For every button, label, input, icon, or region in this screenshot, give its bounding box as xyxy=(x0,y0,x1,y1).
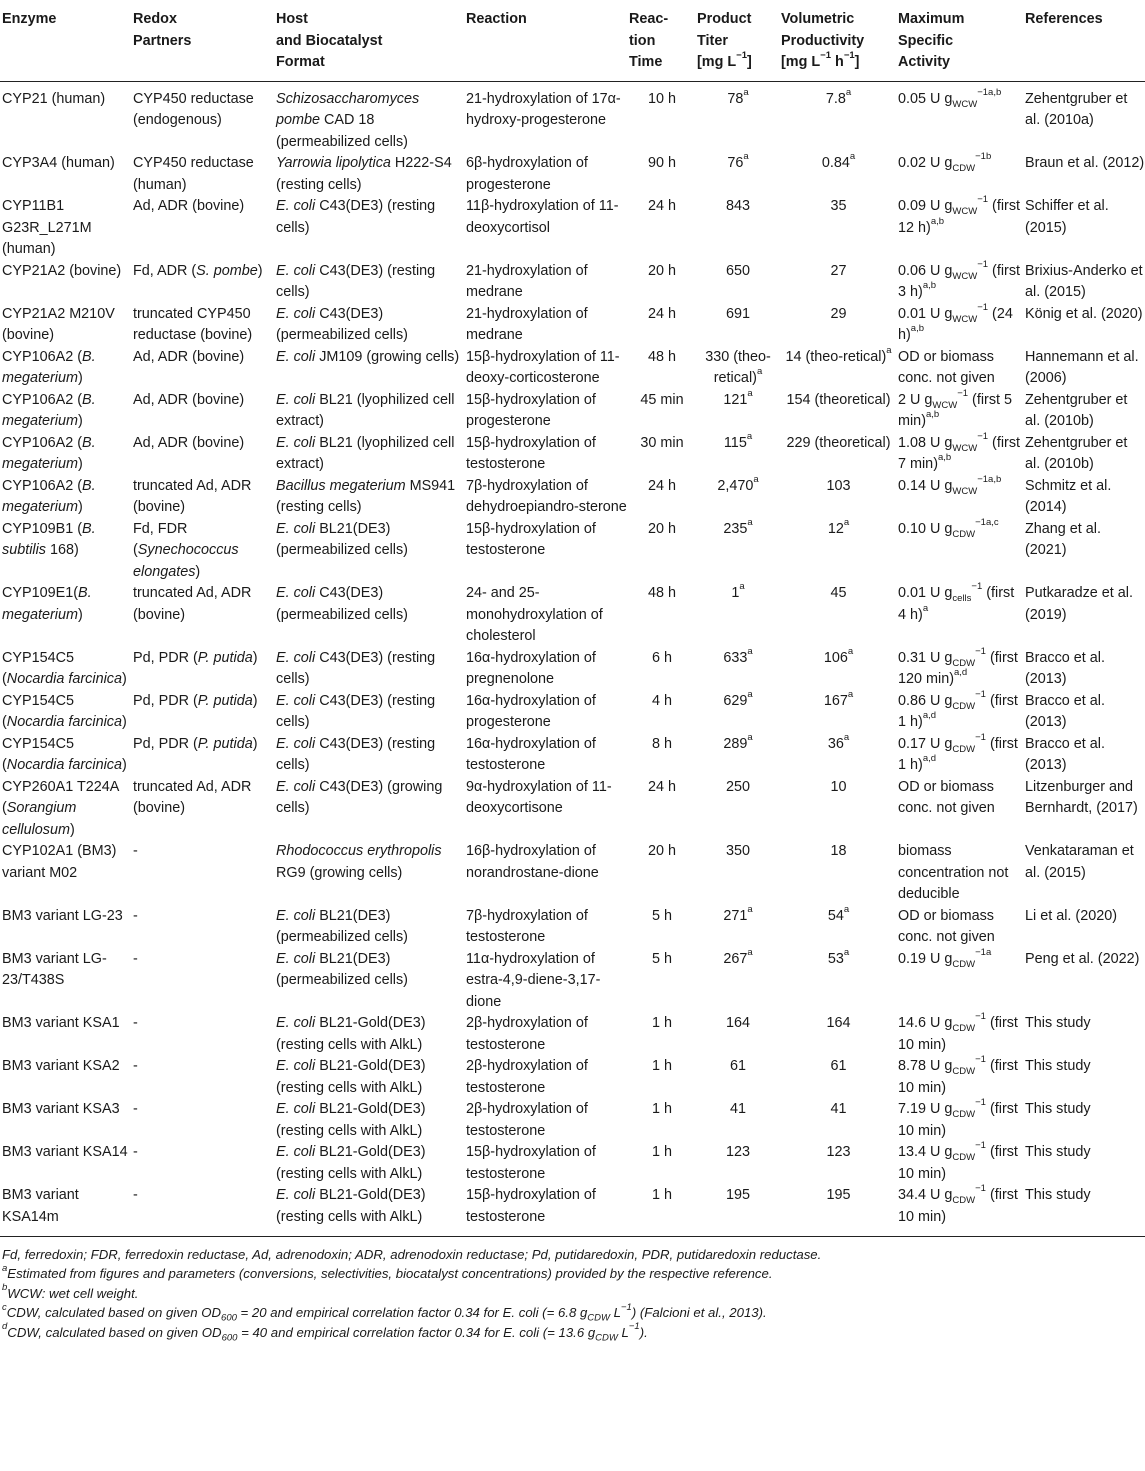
cell-reference: Schiffer et al. (2015) xyxy=(1025,198,1109,236)
cell-specific-activity: 0.01 U $g_{WCW}^{-1}$ (24 h)$^{a,b}$ xyxy=(898,301,1013,343)
table-row xyxy=(0,734,1145,777)
header-row xyxy=(0,0,1145,81)
cell-reaction: 16β-hydroxylation of norandrostane-dione xyxy=(466,843,599,881)
cell-reaction: 21-hydroxylation of medrane xyxy=(466,262,588,300)
cell-redox-partners: Pd, PDR (P. putida) xyxy=(133,649,258,666)
cell-product-titer: 650 xyxy=(725,262,750,279)
table-row xyxy=(0,1099,1145,1142)
cell-volumetric-productivity: 7.8$^a$ xyxy=(825,86,852,107)
cell-redox-partners: - xyxy=(133,907,138,924)
cell-reaction: 16α-hydroxylation of pregnenolone xyxy=(466,649,596,687)
cell-volumetric-productivity: 12$^a$ xyxy=(827,516,850,537)
cell-reaction: 15β-hydroxylation of testosterone xyxy=(466,1144,596,1182)
cell-redox-partners: - xyxy=(133,1101,138,1117)
cell-host-format: Yarrowia lipolytica H222-S4 (resting cells) xyxy=(276,155,452,193)
cell-reaction: 2β-hydroxylation of testosterone xyxy=(466,1015,588,1053)
cell-specific-activity: 7.19 U $g_{CDW}^{-1}$ (first 10 min) xyxy=(898,1097,1018,1139)
cell-enzyme: CYP106A2 (B. megaterium) xyxy=(2,477,96,515)
header-references: References xyxy=(1025,11,1103,27)
cell-reaction: 6β-hydroxylation of progesterone xyxy=(466,155,588,193)
cell-reference: Hannemann et al. (2006) xyxy=(1025,348,1139,386)
cell-specific-activity: 0.05 U $g_{WCW}^{-1a,b}$ xyxy=(898,86,1002,110)
cell-enzyme: BM3 variant KSA14m xyxy=(2,1187,79,1225)
cell-redox-partners: Ad, ADR (bovine) xyxy=(133,348,245,365)
cell-redox-partners: CYP450 reductase (human) xyxy=(133,155,254,193)
cell-reference: Peng et al. (2022) xyxy=(1025,950,1140,967)
table-footnotes xyxy=(0,1237,1145,1342)
cell-redox-partners: - xyxy=(133,1144,138,1160)
cell-enzyme: CYP106A2 (B. megaterium) xyxy=(2,391,96,429)
header-time: Reac- tion Time xyxy=(629,11,669,70)
cell-volumetric-productivity: 54$^a$ xyxy=(827,903,850,924)
table-row xyxy=(0,949,1145,1014)
cell-specific-activity: 0.06 U $g_{WCW}^{-1}$ (first 3 h)$^{a,b}$ xyxy=(898,258,1021,300)
cell-enzyme: CYP154C5 (Nocardia farcinica) xyxy=(2,649,127,687)
cell-enzyme: CYP3A4 (human) xyxy=(2,155,115,171)
cell-host-format: E. coli JM109 (growing cells) xyxy=(276,348,460,365)
cell-host-format: E. coli C43(DE3) (permeabilized cells) xyxy=(276,585,408,623)
cell-reaction-time: 4 h xyxy=(651,692,672,709)
header-enzyme: Enzyme xyxy=(2,11,57,27)
footnote: Fd, ferredoxin; FDR, ferredoxin reductase, Ad, adrenodoxin; ADR, adrenodoxin reductase; Pd, putidaredoxin, PDR, putidaredoxin reductase. xyxy=(2,1247,822,1262)
cell-product-titer: 78$^a$ xyxy=(727,86,749,107)
cell-reference: Zehentgruber et al. (2010b) xyxy=(1025,434,1128,472)
cell-redox-partners: - xyxy=(133,1187,138,1203)
cell-reference: This study xyxy=(1025,1101,1091,1117)
cell-volumetric-productivity: 14 (theo-retical)$^a$ xyxy=(785,344,892,365)
cell-reaction-time: 48 h xyxy=(647,348,676,365)
cell-volumetric-productivity: 27 xyxy=(830,262,847,279)
cell-host-format: E. coli BL21-Gold(DE3) (resting cells with AlkL) xyxy=(276,1058,426,1096)
cell-redox-partners: Pd, PDR (P. putida) xyxy=(133,692,258,709)
cell-enzyme: CYP21 (human) xyxy=(2,90,106,107)
cell-reaction-time: 6 h xyxy=(651,649,672,666)
cell-volumetric-productivity: 106$^a$ xyxy=(823,645,854,666)
cell-reaction-time: 20 h xyxy=(647,520,676,537)
cell-reference: Zehentgruber et al. (2010b) xyxy=(1025,391,1128,429)
cell-host-format: Schizosaccharomyces pombe CAD 18 (permeabilized cells) xyxy=(276,90,420,150)
table-row xyxy=(0,304,1145,347)
cell-reaction-time: 24 h xyxy=(647,198,676,214)
cell-reaction-time: 90 h xyxy=(647,155,676,171)
cell-reference: Bracco et al. (2013) xyxy=(1025,692,1105,730)
cell-reaction: 7β-hydroxylation of dehydroepiandro-sterone xyxy=(466,477,627,515)
cell-specific-activity: OD or biomass conc. not given xyxy=(898,778,995,816)
table-row xyxy=(0,347,1145,390)
cell-enzyme: CYP260A1 T224A (Sorangium cellulosum) xyxy=(2,778,119,838)
cell-volumetric-productivity: 45 xyxy=(830,585,847,601)
cell-reference: Putkaradze et al. (2019) xyxy=(1025,585,1133,623)
cell-reaction-time: 45 min xyxy=(640,391,684,408)
cell-reaction: 11β-hydroxylation of 11-deoxycortisol xyxy=(466,198,619,236)
cell-enzyme: BM3 variant KSA2 xyxy=(2,1058,120,1074)
cell-volumetric-productivity: 18 xyxy=(830,843,847,859)
cell-specific-activity: OD or biomass conc. not given xyxy=(898,907,995,945)
table-row xyxy=(0,153,1145,196)
cell-volumetric-productivity: 229 (theoretical) xyxy=(786,434,891,451)
cell-enzyme: BM3 variant KSA3 xyxy=(2,1101,120,1117)
cell-reaction-time: 1 h xyxy=(651,1101,672,1117)
cell-reference: This study xyxy=(1025,1015,1091,1031)
cell-specific-activity: 34.4 U $g_{CDW}^{-1}$ (first 10 min) xyxy=(898,1183,1018,1225)
cell-volumetric-productivity: 36$^a$ xyxy=(827,731,850,752)
cell-reaction-time: 24 h xyxy=(647,778,676,795)
table-row xyxy=(0,81,1145,153)
cell-enzyme: BM3 variant LG-23 xyxy=(2,907,123,924)
table-row xyxy=(0,519,1145,584)
cell-volumetric-productivity: 195 xyxy=(826,1187,851,1203)
cell-volumetric-productivity: 167$^a$ xyxy=(823,688,854,709)
cell-reaction-time: 1 h xyxy=(651,1058,672,1074)
table-row xyxy=(0,196,1145,261)
cell-enzyme: CYP102A1 (BM3) variant M02 xyxy=(2,843,117,881)
cell-product-titer: 76$^a$ xyxy=(727,151,749,171)
cell-reaction-time: 1 h xyxy=(651,1144,672,1160)
cell-enzyme: CYP154C5 (Nocardia farcinica) xyxy=(2,692,127,730)
cell-reference: Bracco et al. (2013) xyxy=(1025,649,1105,687)
cell-reaction-time: 30 min xyxy=(640,434,684,451)
cell-reaction: 2β-hydroxylation of testosterone xyxy=(466,1101,588,1139)
cell-volumetric-productivity: 103 xyxy=(826,477,851,494)
cell-specific-activity: 0.14 U $g_{WCW}^{-1a,b}$ xyxy=(898,473,1002,497)
cell-specific-activity: 2 U $g_{WCW}^{-1}$ (first 5 min)$^{a,b}$ xyxy=(898,387,1013,429)
cell-product-titer: 633$^a$ xyxy=(723,645,753,666)
cell-reaction-time: 8 h xyxy=(651,735,672,752)
cell-reaction: 15β-hydroxylation of testosterone xyxy=(466,434,596,472)
cell-host-format: E. coli BL21(DE3) (permeabilized cells) xyxy=(276,520,408,558)
cell-host-format: E. coli BL21-Gold(DE3) (resting cells with AlkL) xyxy=(276,1187,426,1225)
cell-product-titer: 289$^a$ xyxy=(723,731,753,752)
cell-product-titer: 123 xyxy=(725,1144,750,1160)
cell-specific-activity: 0.02 U $g_{CDW}^{-1b}$ xyxy=(898,151,992,174)
cell-host-format: E. coli BL21(DE3) (permeabilized cells) xyxy=(276,950,408,988)
cell-enzyme: CYP109E1(B. megaterium) xyxy=(2,585,92,623)
cell-specific-activity: OD or biomass conc. not given xyxy=(898,348,995,386)
cell-specific-activity: 0.19 U $g_{CDW}^{-1a}$ xyxy=(898,946,992,970)
cell-product-titer: 629$^a$ xyxy=(723,688,753,709)
cell-specific-activity: 0.31 U $g_{CDW}^{-1}$ (first 120 min)$^{a,d}$ xyxy=(898,645,1018,687)
cell-volumetric-productivity: 41 xyxy=(830,1101,847,1117)
table-row xyxy=(0,1056,1145,1099)
cell-reaction: 15β-hydroxylation of 11-deoxy-corticosterone xyxy=(466,348,620,386)
cell-host-format: E. coli C43(DE3) (resting cells) xyxy=(276,198,436,236)
cell-product-titer: 164 xyxy=(725,1015,750,1031)
cell-host-format: E. coli BL21-Gold(DE3) (resting cells with AlkL) xyxy=(276,1144,426,1182)
table-row xyxy=(0,1142,1145,1185)
cell-reference: Zehentgruber et al. (2010a) xyxy=(1025,90,1128,128)
cell-enzyme: CYP21A2 (bovine) xyxy=(2,262,122,279)
footnote: $^d$CDW, calculated based on given $OD_{600} = 40$ and empirical correlation factor 0.34 for E. coli (= 13.6 $g_{CDW}$ $L^{-1}$). xyxy=(2,1321,648,1344)
cell-host-format: E. coli BL21(DE3) (permeabilized cells) xyxy=(276,907,408,945)
cell-volumetric-productivity: 53$^a$ xyxy=(827,946,850,967)
cell-host-format: E. coli C43(DE3) (resting cells) xyxy=(276,649,436,687)
cell-host-format: E. coli C43(DE3) (resting cells) xyxy=(276,692,436,730)
cell-reference: This study xyxy=(1025,1058,1091,1074)
cell-enzyme: CYP106A2 (B. megaterium) xyxy=(2,348,96,386)
cell-host-format: E. coli BL21-Gold(DE3) (resting cells with AlkL) xyxy=(276,1101,426,1139)
cell-reaction: 2β-hydroxylation of testosterone xyxy=(466,1058,588,1096)
cell-redox-partners: - xyxy=(133,843,138,859)
cell-redox-partners: Fd, FDR (Synechococcus elongates) xyxy=(133,520,239,580)
cell-reaction-time: 48 h xyxy=(647,585,676,601)
cell-product-titer: 267$^a$ xyxy=(723,946,753,967)
header-titer: Product Titer [mg $L^{-1}$] xyxy=(697,11,752,70)
header-activity: Maximum Specific Activity xyxy=(898,11,965,70)
cell-redox-partners: - xyxy=(133,950,138,967)
cell-host-format: Rhodococcus erythropolis RG9 (growing cells) xyxy=(276,843,442,881)
cell-product-titer: 61 xyxy=(729,1058,746,1074)
cell-reaction: 7β-hydroxylation of testosterone xyxy=(466,907,588,945)
table-row xyxy=(0,841,1145,906)
cell-product-titer: 2,470$^a$ xyxy=(717,473,759,494)
cell-enzyme: CYP154C5 (Nocardia farcinica) xyxy=(2,735,127,773)
cell-enzyme: CYP21A2 M210V (bovine) xyxy=(2,305,115,343)
cell-reaction: 15β-hydroxylation of testosterone xyxy=(466,1187,596,1225)
cell-specific-activity: 0.09 U $g_{WCW}^{-1}$ (first 12 h)$^{a,b}$ xyxy=(898,194,1021,236)
cell-host-format: E. coli BL21 (lyophilized cell extract) xyxy=(276,434,455,472)
cell-redox-partners: CYP450 reductase (endogenous) xyxy=(133,90,254,128)
cell-reaction: 24- and 25-monohydroxylation of cholesterol xyxy=(466,585,603,644)
table-row xyxy=(0,1185,1145,1237)
cell-reaction-time: 24 h xyxy=(647,305,676,322)
cell-host-format: E. coli C43(DE3) (resting cells) xyxy=(276,735,436,773)
table-row xyxy=(0,648,1145,691)
cell-product-titer: 330 (theo-retical)$^a$ xyxy=(705,348,771,386)
cell-product-titer: 121$^a$ xyxy=(723,387,753,408)
table-row xyxy=(0,691,1145,734)
cell-reference: Braun et al. (2012) xyxy=(1025,155,1145,171)
cell-reaction-time: 20 h xyxy=(647,262,676,279)
cell-reference: Litzenburger and Bernhardt, (2017) xyxy=(1025,778,1138,816)
table-row xyxy=(0,906,1145,949)
cell-product-titer: 41 xyxy=(729,1101,746,1117)
cell-reference: König et al. (2020) xyxy=(1025,305,1143,322)
cell-reaction-time: 5 h xyxy=(651,950,672,967)
cell-volumetric-productivity: 164 xyxy=(826,1015,851,1031)
table-row xyxy=(0,583,1145,648)
table-row xyxy=(0,261,1145,304)
cell-enzyme: BM3 variant KSA1 xyxy=(2,1015,120,1031)
cell-reaction-time: 5 h xyxy=(651,907,672,924)
cell-reaction-time: 24 h xyxy=(647,477,676,494)
cell-reaction-time: 1 h xyxy=(651,1015,672,1031)
cell-redox-partners: truncated Ad, ADR (bovine) xyxy=(133,585,252,623)
cell-reference: Li et al. (2020) xyxy=(1025,907,1117,924)
cell-host-format: Bacillus megaterium MS941 (resting cells) xyxy=(276,477,456,515)
cell-reference: Brixius-Anderko et al. (2015) xyxy=(1025,262,1143,300)
cell-specific-activity: 14.6 U $g_{CDW}^{-1}$ (first 10 min) xyxy=(898,1011,1018,1053)
cell-specific-activity: 0.86 U $g_{CDW}^{-1}$ (first 1 h)$^{a,d}$ xyxy=(898,688,1018,730)
cell-reaction-time: 1 h xyxy=(651,1187,672,1203)
cell-redox-partners: Pd, PDR (P. putida) xyxy=(133,735,258,752)
cell-volumetric-productivity: 10 xyxy=(830,778,847,795)
cell-enzyme: CYP106A2 (B. megaterium) xyxy=(2,434,96,472)
cell-product-titer: 271$^a$ xyxy=(723,903,753,924)
cell-product-titer: 195 xyxy=(725,1187,750,1203)
cell-reaction-time: 10 h xyxy=(647,90,676,107)
cell-product-titer: 1$^a$ xyxy=(731,581,745,601)
cell-reaction: 11α-hydroxylation of estra-4,9-diene-3,17-dione xyxy=(466,950,601,1010)
cell-reaction-time: 20 h xyxy=(647,843,676,859)
cell-enzyme: CYP11B1 G23R_L271M (human) xyxy=(2,198,92,257)
header-reaction: Reaction xyxy=(466,11,527,27)
cell-enzyme: BM3 variant LG-23/T438S xyxy=(2,950,107,988)
cell-redox-partners: Fd, ADR (S. pombe) xyxy=(133,262,263,279)
footnote: $^a$Estimated from figures and parameters (conversions, selectivities, biocatalyst concentrations) provided by the respective reference. xyxy=(2,1263,773,1282)
cell-reaction: 21-hydroxylation of medrane xyxy=(466,305,588,343)
table-row xyxy=(0,476,1145,519)
footnote: $^c$CDW, calculated based on given $OD_{600} = 20$ and empirical correlation factor 0.34 for E. coli (= 6.8 $g_{CDW}$ $L^{-1}$) (Falcioni et al., 2013). xyxy=(2,1301,767,1324)
cell-volumetric-productivity: 154 (theoretical) xyxy=(786,391,891,408)
cell-reaction: 15β-hydroxylation of progesterone xyxy=(466,391,596,429)
table-row xyxy=(0,777,1145,842)
cell-reaction: 16α-hydroxylation of progesterone xyxy=(466,692,596,730)
cell-reaction: 15β-hydroxylation of testosterone xyxy=(466,520,596,558)
cell-redox-partners: truncated Ad, ADR (bovine) xyxy=(133,778,252,816)
cell-host-format: E. coli BL21-Gold(DE3) (resting cells with AlkL) xyxy=(276,1015,426,1053)
cell-enzyme: CYP109B1 (B. subtilis 168) xyxy=(2,520,96,558)
table-row xyxy=(0,1013,1145,1056)
header-host: Host and Biocatalyst Format xyxy=(276,11,383,70)
cell-reference: Zhang et al. (2021) xyxy=(1025,520,1102,558)
cell-specific-activity: 0.10 U $g_{CDW}^{-1a,c}$ xyxy=(898,516,999,540)
cell-specific-activity: 13.4 U $g_{CDW}^{-1}$ (first 10 min) xyxy=(898,1140,1018,1182)
cell-volumetric-productivity: 35 xyxy=(830,198,847,214)
cell-reference: This study xyxy=(1025,1144,1091,1160)
cell-specific-activity: 8.78 U $g_{CDW}^{-1}$ (first 10 min) xyxy=(898,1054,1018,1096)
cell-reaction: 16α-hydroxylation of testosterone xyxy=(466,735,596,773)
cell-reference: Venkataraman et al. (2015) xyxy=(1025,843,1134,881)
cell-redox-partners: truncated CYP450 reductase (bovine) xyxy=(133,305,253,343)
cell-redox-partners: Ad, ADR (bovine) xyxy=(133,198,245,214)
cell-product-titer: 235$^a$ xyxy=(723,516,753,537)
cell-host-format: E. coli C43(DE3) (growing cells) xyxy=(276,778,443,816)
cell-redox-partners: - xyxy=(133,1058,138,1074)
header-redox: Redox Partners xyxy=(133,11,192,49)
cell-product-titer: 691 xyxy=(725,305,750,322)
cell-host-format: E. coli BL21 (lyophilized cell extract) xyxy=(276,391,455,429)
cell-product-titer: 115$^a$ xyxy=(723,430,753,451)
cell-redox-partners: Ad, ADR (bovine) xyxy=(133,434,245,451)
cell-specific-activity: 1.08 U $g_{WCW}^{-1}$ (first 7 min)$^{a,b}$ xyxy=(898,430,1021,472)
cell-host-format: E. coli C43(DE3) (resting cells) xyxy=(276,262,436,300)
cell-volumetric-productivity: 29 xyxy=(830,305,847,322)
cell-volumetric-productivity: 123 xyxy=(826,1144,851,1160)
cell-product-titer: 843 xyxy=(725,198,750,214)
cell-reference: This study xyxy=(1025,1187,1091,1203)
cell-reaction: 9α-hydroxylation of 11-deoxycortisone xyxy=(466,778,612,816)
cell-host-format: E. coli C43(DE3) (permeabilized cells) xyxy=(276,305,408,343)
cell-reference: Schmitz et al. (2014) xyxy=(1025,477,1112,515)
cell-specific-activity: 0.17 U $g_{CDW}^{-1}$ (first 1 h)$^{a,d}$ xyxy=(898,731,1018,773)
table-row xyxy=(0,433,1145,476)
cell-reaction: 21-hydroxylation of 17α-hydroxy-progesterone xyxy=(466,90,621,128)
cell-redox-partners: truncated Ad, ADR (bovine) xyxy=(133,477,252,515)
cell-specific-activity: biomass concentration not deducible xyxy=(898,843,1009,902)
cell-product-titer: 350 xyxy=(725,843,750,859)
footnote: $^b$WCW: wet cell weight. xyxy=(2,1282,139,1301)
cell-product-titer: 250 xyxy=(725,778,750,795)
header-productivity: Volumetric Productivity [mg $L^{-1}$ $h^{-1}$] xyxy=(781,11,865,70)
cell-reference: Bracco et al. (2013) xyxy=(1025,735,1105,773)
cell-volumetric-productivity: 61 xyxy=(830,1058,847,1074)
cell-volumetric-productivity: 0.84$^a$ xyxy=(821,151,856,171)
cell-enzyme: BM3 variant KSA14 xyxy=(2,1144,128,1160)
table-row xyxy=(0,390,1145,433)
cell-specific-activity: 0.01 U $g_{cells}^{-1}$ (first 4 h)$^a$ xyxy=(898,581,1015,623)
cell-redox-partners: - xyxy=(133,1015,138,1031)
cell-redox-partners: Ad, ADR (bovine) xyxy=(133,391,245,408)
